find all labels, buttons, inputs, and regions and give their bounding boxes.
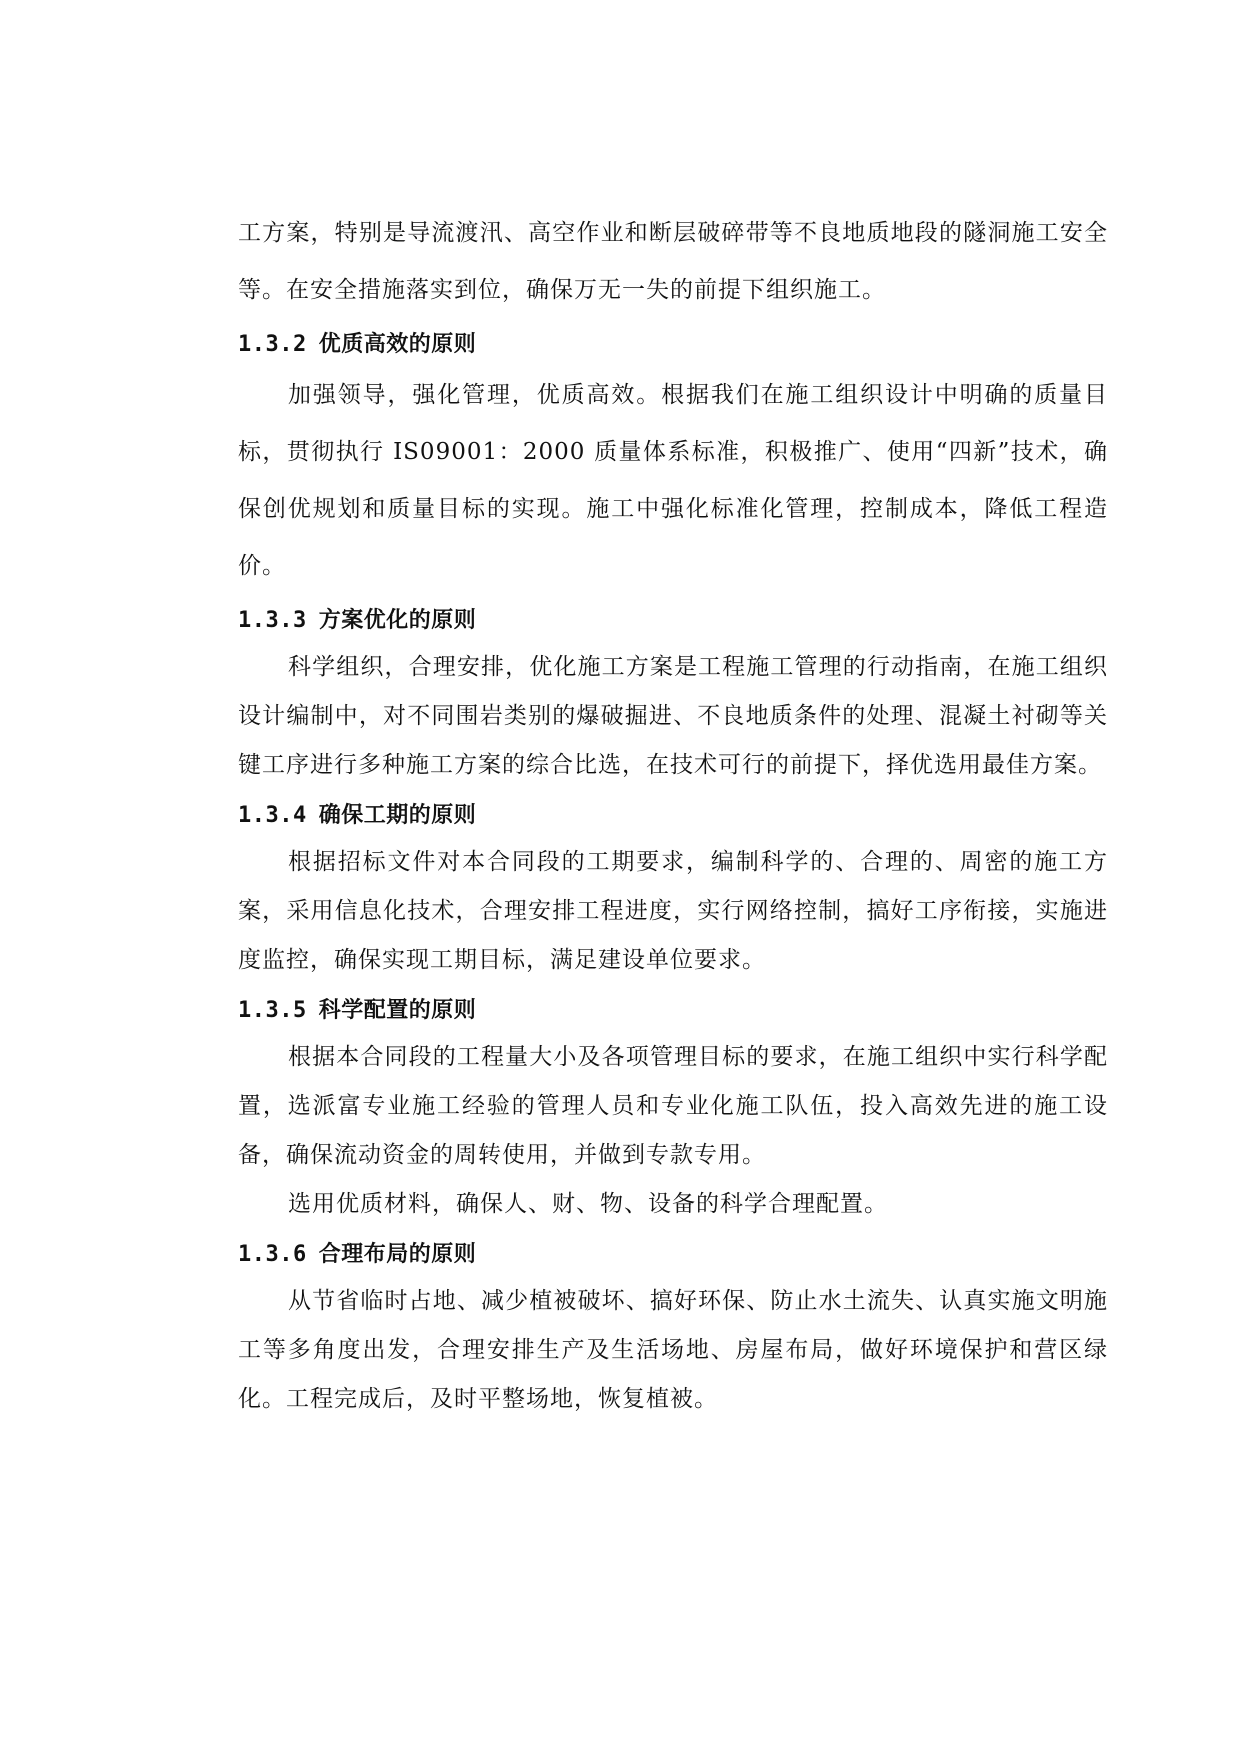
section-paragraph: 加强领导，强化管理，优质高效。根据我们在施工组织设计中明确的质量目标，贯彻执行 IS09001：2000 质量体系标准，积极推广、使用“四新”技术，确保创优规划和质量目标的实现。施工中强化标准化管理，控制成本，降低工程造价。 [238,382,1108,579]
section-number: 1.3.2 [238,332,307,357]
section-number: 1.3.6 [238,1242,307,1267]
section-paragraph: 根据招标文件对本合同段的工期要求，编制科学的、合理的、周密的施工方案，采用信息化技术，合理安排工程进度，实行网络控制，搞好工序衔接，实施进度监控，确保实现工期目标，满足建设单位要求。 [238,849,1108,973]
section-paragraph: 科学组织，合理安排，优化施工方案是工程施工管理的行动指南，在施工组织设计编制中，对不同围岩类别的爆破掘进、不良地质条件的处理、混凝土衬砌等关键工序进行多种施工方案的综合比选，在技术可行的前提下，择优选用最佳方案。 [238,654,1108,778]
section-number: 1.3.4 [238,803,307,828]
section-heading-1-3-5 [238,991,1108,1031]
section-title: 科学配置的原则 [318,998,477,1023]
section-title: 优质高效的原则 [318,332,477,357]
document-body [238,205,1108,1424]
section-paragraph: 选用优质材料，确保人、财、物、设备的科学合理配置。 [288,1191,888,1217]
section-heading-1-3-2 [238,325,1108,365]
section-heading-1-3-6 [238,1235,1108,1275]
section-number: 1.3.3 [238,608,307,633]
section-paragraph: 从节省临时占地、减少植被破坏、搞好环保、防止水土流失、认真实施文明施工等多角度出发，合理安排生产及生活场地、房屋布局，做好环境保护和营区绿化。工程完成后，及时平整场地，恢复植被。 [238,1288,1108,1412]
section-heading-1-3-3 [238,601,1108,641]
section-title: 方案优化的原则 [318,608,477,633]
section-title: 确保工期的原则 [318,803,477,828]
section-heading-1-3-4 [238,796,1108,836]
continuation-paragraph: 工方案，特别是导流渡汛、高空作业和断层破碎带等不良地质地段的隧洞施工安全等。在安全措施落实到位，确保万无一失的前提下组织施工。 [238,220,1108,303]
section-paragraph: 根据本合同段的工程量大小及各项管理目标的要求，在施工组织中实行科学配置，选派富专业施工经验的管理人员和专业化施工队伍，投入高效先进的施工设备，确保流动资金的周转使用，并做到专款专用。 [238,1044,1108,1168]
section-title: 合理布局的原则 [318,1242,477,1267]
section-number: 1.3.5 [238,998,307,1023]
